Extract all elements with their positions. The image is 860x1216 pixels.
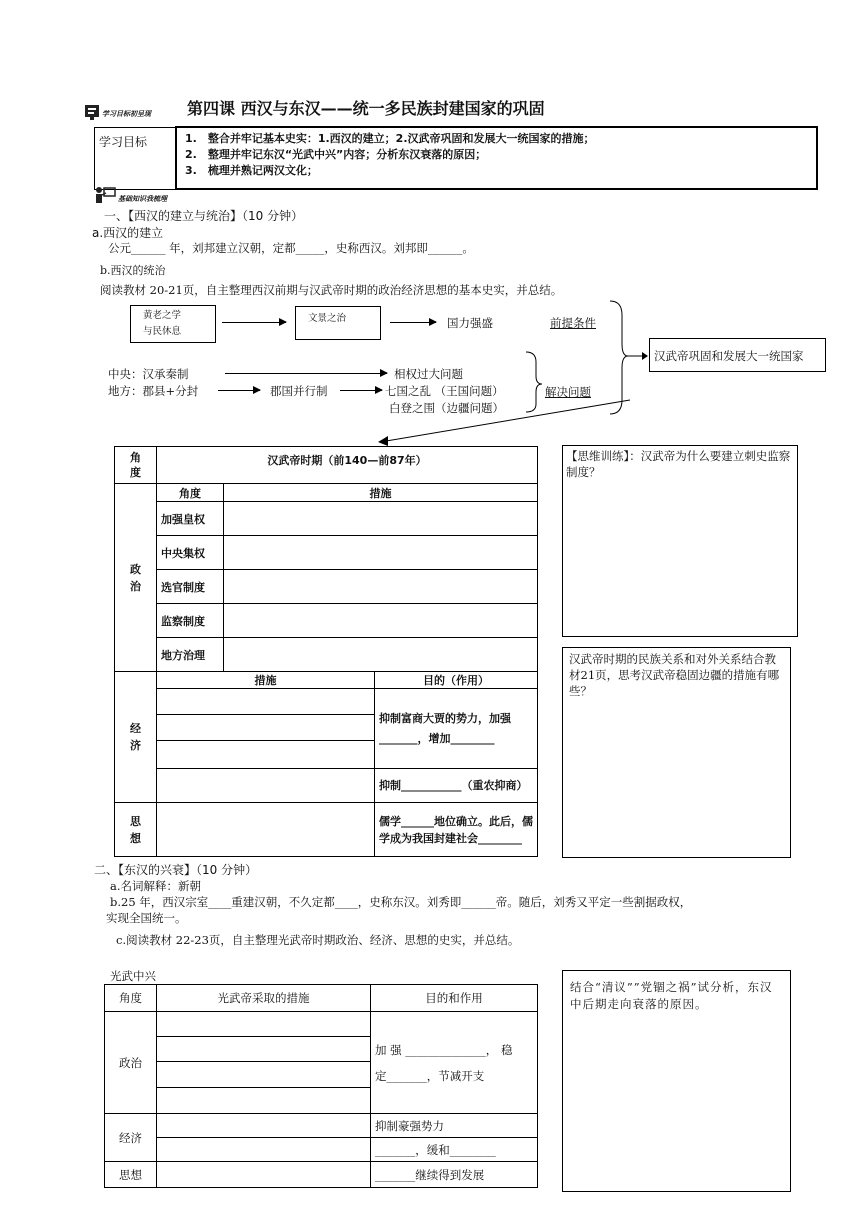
table1-subheader-angle: 角度 [157, 484, 224, 502]
table1-economy: 经 济 [115, 672, 157, 803]
table2-pol-cell[interactable] [157, 1062, 371, 1088]
header-icon-label: 学习目标初呈现 [102, 109, 151, 118]
table2-economy: 经济 [105, 1114, 157, 1162]
sec2-b-text2: 实现全国统一。 [106, 911, 187, 925]
table2-eco-cell[interactable] [157, 1138, 371, 1162]
table1-row-cell[interactable] [224, 638, 538, 672]
table1-thought-cell[interactable] [157, 803, 375, 857]
sec1-b-title: b.西汉的统治 [100, 264, 166, 277]
table2-h-angle: 角度 [105, 985, 157, 1012]
table1-period: 汉武帝时期（前140—前87年） [157, 447, 538, 484]
think-box-supervision: 【思维训练】：汉武帝为什么要建立刺史监察制度？ [562, 445, 798, 637]
diagram-box-huanglao: 黄老之学 与民休息 [130, 305, 216, 343]
diagram-result-strong: 国力强盛 [447, 316, 493, 330]
table2-pol-purpose2: 定_______，节减开支 [375, 1068, 485, 1083]
table1-eco-cell[interactable] [157, 715, 375, 741]
diagram-prob-border: 白登之围（边疆问题） [389, 401, 504, 415]
table1-row-cell[interactable] [224, 604, 538, 638]
table1-thought-purpose: 儒学______地位确立。此后，儒学成为我国封建社会________ [375, 803, 538, 857]
diagram-solve: 解决问题 [545, 385, 591, 399]
think-box-frontier: 汉武帝时期的民族关系和对外关系结合教材21页，思考汉武帝稳固边疆的措施有哪些？ [562, 647, 791, 858]
table1-eco-cell[interactable] [157, 689, 375, 715]
table1-eco-cell[interactable] [157, 769, 375, 803]
diagram-goal-box: 汉武帝巩固和发展大一统国家 [649, 338, 826, 372]
table1-row-cell[interactable] [224, 536, 538, 570]
page-title: 第四课 西汉与东汉——统一多民族封建国家的巩固 [187, 99, 545, 118]
table1-row-label: 中央集权 [157, 536, 224, 570]
table1-row-label: 监察制度 [157, 604, 224, 638]
table2-pol-purpose [371, 1012, 538, 1114]
objective-item: 1. 整合并牢记基本史实：1.西汉的建立；2.汉武帝巩固和发展大一统国家的措施； [185, 132, 595, 145]
table1-eco-header-measure: 措施 [157, 672, 375, 689]
sec1-heading: 一、【西汉的建立与统治】（10 分钟） [104, 209, 304, 223]
table1-row-label: 选官制度 [157, 570, 224, 604]
table2-pol-purpose1: 加 强 ______________， 稳 [375, 1042, 513, 1057]
table2-title: 光武中兴 [110, 969, 156, 983]
diagram-prob-chancellor: 相权过大问题 [394, 367, 463, 381]
think-box-decline: 结合“清议””党锢之祸”试分析，东汉中后期走向衰落的原因。 [562, 970, 791, 1192]
diagram-local: 地方：郡县+分封 [108, 384, 199, 398]
table1-subheader-measure: 措施 [224, 484, 538, 502]
table1-row-label: 加强皇权 [157, 502, 224, 536]
table2-thought-cell[interactable] [157, 1162, 371, 1188]
sec2-c-text: c.阅读教材 22-23页，自主整理光武帝时期政治、经济、思想的史实，并总结。 [116, 933, 520, 947]
table1-eco-header-purpose: 目的（作用） [375, 672, 538, 689]
table2-thought-purpose: _______继续得到发展 [371, 1162, 538, 1188]
sec1-a-title: a.西汉的建立 [92, 226, 164, 240]
table2-eco-purpose2: _______，缓和________ [371, 1138, 538, 1162]
objective-item: 2. 整理并牢记东汉“光武中兴”内容；分析东汉衰落的原因； [185, 148, 487, 161]
wudi-table [114, 446, 538, 857]
table1-eco-cell[interactable] [157, 741, 375, 769]
table1-corner: 角 度 [115, 447, 157, 484]
table1-thought: 思 想 [115, 803, 157, 857]
table1-politics: 政 治 [115, 484, 157, 672]
table2-politics: 政治 [105, 1012, 157, 1114]
section-icon-label: 基础知识我梳理 [118, 194, 167, 203]
diagram-braces [0, 0, 860, 460]
table1-eco-purpose1: 抑制富商大贾的势力，加强_______，增加________ [375, 689, 538, 769]
table2-thought: 思想 [105, 1162, 157, 1188]
table2-eco-purpose1: 抑制豪强势力 [371, 1114, 538, 1138]
table2-pol-cell[interactable] [157, 1088, 371, 1114]
objective-item: 3. 梳理并熟记两汉文化； [185, 164, 318, 177]
objectives-label: 学习目标 [95, 127, 177, 189]
table1-row-cell[interactable] [224, 502, 538, 536]
sec2-b-text1: b.25 年，西汉宗室____重建汉朝，不久定都____，史称东汉。刘秀即______帝。随后，刘秀又平定一些割据政权， [110, 895, 692, 909]
diagram-kingdoms: 郡国并行制 [270, 384, 328, 398]
guangwu-table [104, 984, 538, 1188]
table1-row-label: 地方治理 [157, 638, 224, 672]
sec2-a-text: a.名词解释：新朝 [110, 879, 202, 893]
table2-pol-cell[interactable] [157, 1012, 371, 1037]
table2-h-purpose: 目的和作用 [371, 985, 538, 1012]
sec1-b-text: 阅读教材 20-21页，自主整理西汉前期与汉武帝时期的政治经济思想的基本史实，并总结。 [100, 283, 563, 297]
sec1-a-text: 公元______ 年，刘邦建立汉朝，定都_____，史称西汉。刘邦即______。 [108, 241, 474, 255]
diagram-box-wenjing: 文景之治 [295, 306, 381, 340]
table2-pol-cell[interactable] [157, 1037, 371, 1062]
table1-eco-purpose2: 抑制___________（重农抑商） [375, 769, 538, 803]
table2-eco-cell[interactable] [157, 1114, 371, 1138]
table1-row-cell[interactable] [224, 570, 538, 604]
diagram-prob-rebellion: 七国之乱 （王国问题） [385, 384, 504, 398]
diagram-center: 中央：汉承秦制 [108, 367, 189, 381]
table2-h-measure: 光武帝采取的措施 [157, 985, 371, 1012]
diagram-premise: 前提条件 [550, 316, 596, 330]
sec2-heading: 二、【东汉的兴衰】（10 分钟） [94, 863, 258, 877]
